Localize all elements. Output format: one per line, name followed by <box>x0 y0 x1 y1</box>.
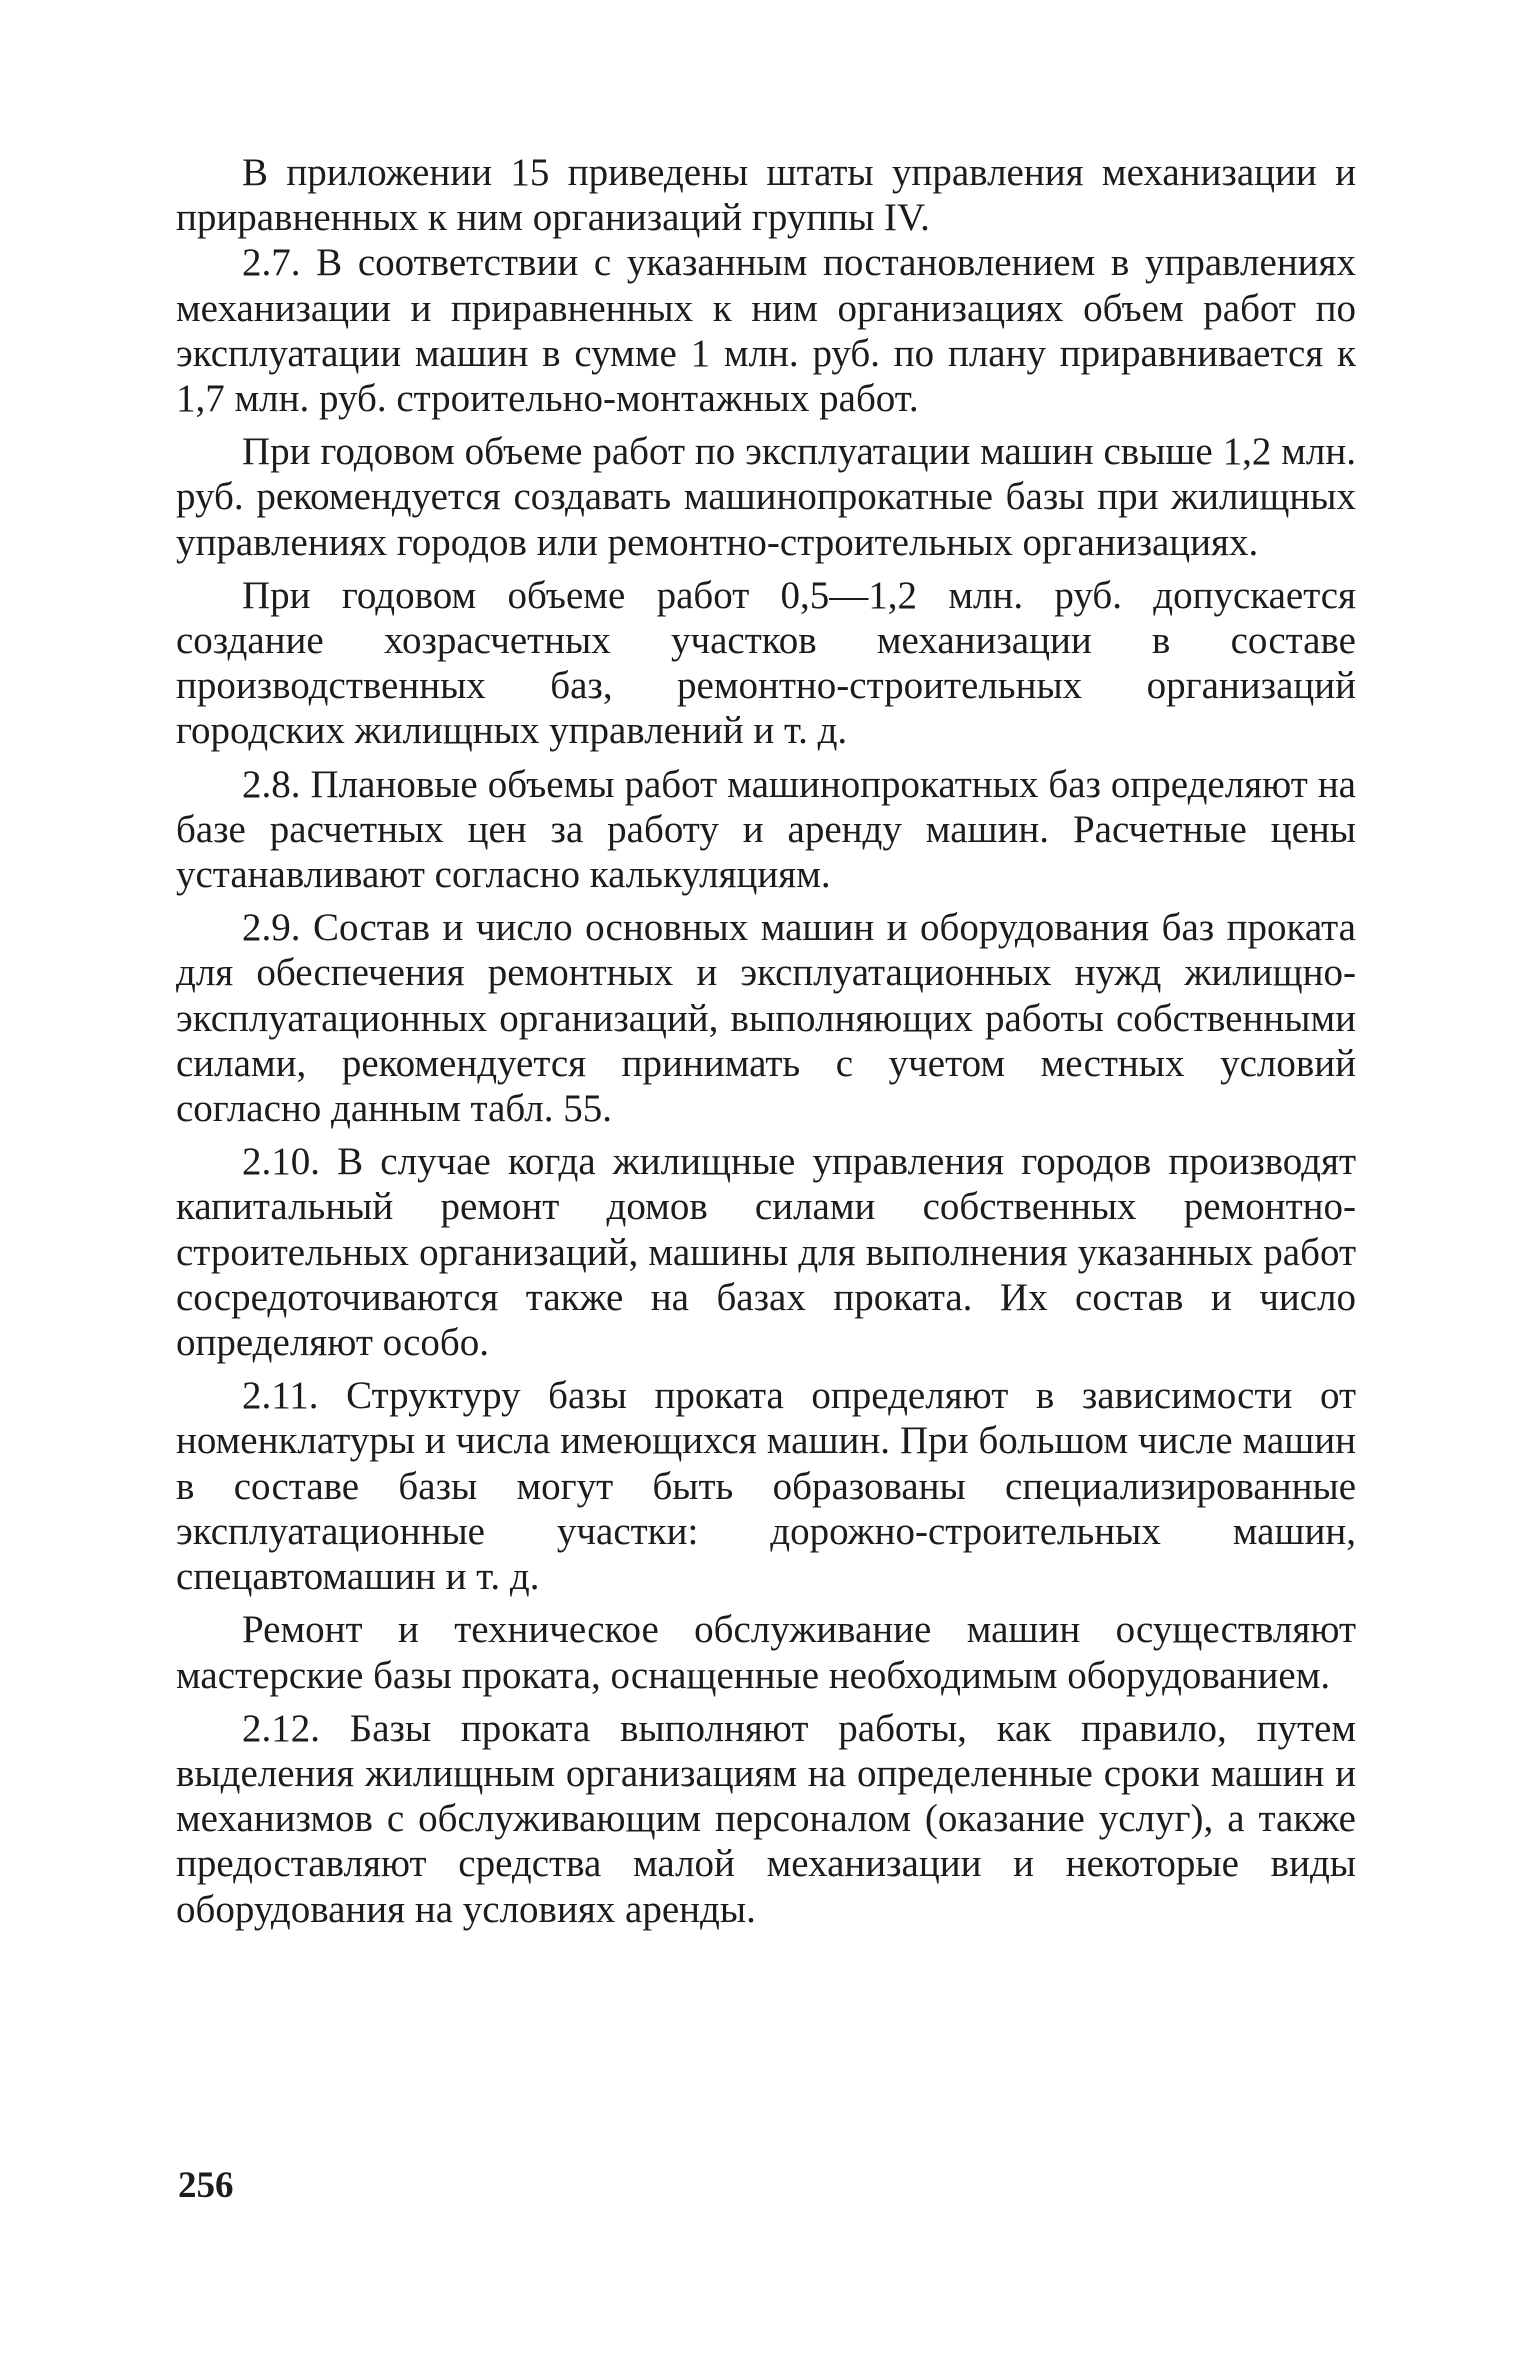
paragraph-staff-appendix: В приложении 15 приведены штаты управления механизации и приравненных к ним организаций группы IV. <box>176 151 1356 240</box>
paragraph-2-7: 2.7. В соответствии с указанным постановлением в управлениях механизации и приравненных к ним организациях объем работ по эксплуатации машин в сумме 1 млн. руб. по плану приравнивается к 1,7 млн. руб. строительно-монтажных работ. <box>176 241 1356 421</box>
paragraph-2-9: 2.9. Состав и число основных машин и оборудования баз проката для обеспечения ремонтных и эксплуатационных нужд жилищно-эксплуатационных организаций, выполняющих работы собственными силами, рекомендуется принимать с учетом местных условий согласно данным табл. 55. <box>176 906 1356 1131</box>
page-number: 256 <box>178 2165 234 2206</box>
paragraph-2-10: 2.10. В случае когда жилищные управления городов производят капитальный ремонт домов силами собственных ремонтно-строительных организаций, машины для выполнения указанных работ сосредоточиваются также на базах проката. Их состав и число определяют особо. <box>176 1140 1356 1365</box>
paragraph-annual-volume-over: При годовом объеме работ по эксплуатации машин свыше 1,2 млн. руб. рекомендуется создавать машинопрокатные базы при жилищных управлениях городов или ремонтно-строительных организациях. <box>176 430 1356 564</box>
paragraph-annual-volume-range: При годовом объеме работ 0,5—1,2 млн. руб. допускается создание хозрасчетных участков механизации в составе производственных баз, ремонтно-строительных организаций городских жилищных управлений и т. д. <box>176 573 1356 753</box>
paragraph-2-8: 2.8. Плановые объемы работ машинопрокатных баз определяют на базе расчетных цен за работу и аренду машин. Расчетные цены устанавливают согласно калькуляциям. <box>176 762 1356 897</box>
paragraph-2-12: 2.12. Базы проката выполняют работы, как правило, путем выделения жилищным организациям на определенные сроки машин и механизмов с обслуживающим персоналом (оказание услуг), а также предоставляют средства малой механизации и некоторые виды оборудования на условиях аренды. <box>176 1706 1356 1931</box>
paragraph-repair-maintenance: Ремонт и техническое обслуживание машин осуществляют мастерские базы проката, оснащенные необходимым оборудованием. <box>176 1608 1356 1697</box>
paragraph-2-11: 2.11. Структуру базы проката определяют в зависимости от номенклатуры и числа имеющихся машин. При большом числе машин в составе базы могут быть образованы специализированные эксплуатационные участки: дорожно-строительных машин, спецавтомашин и т. д. <box>176 1374 1356 1599</box>
body-text <box>176 150 1356 1940</box>
